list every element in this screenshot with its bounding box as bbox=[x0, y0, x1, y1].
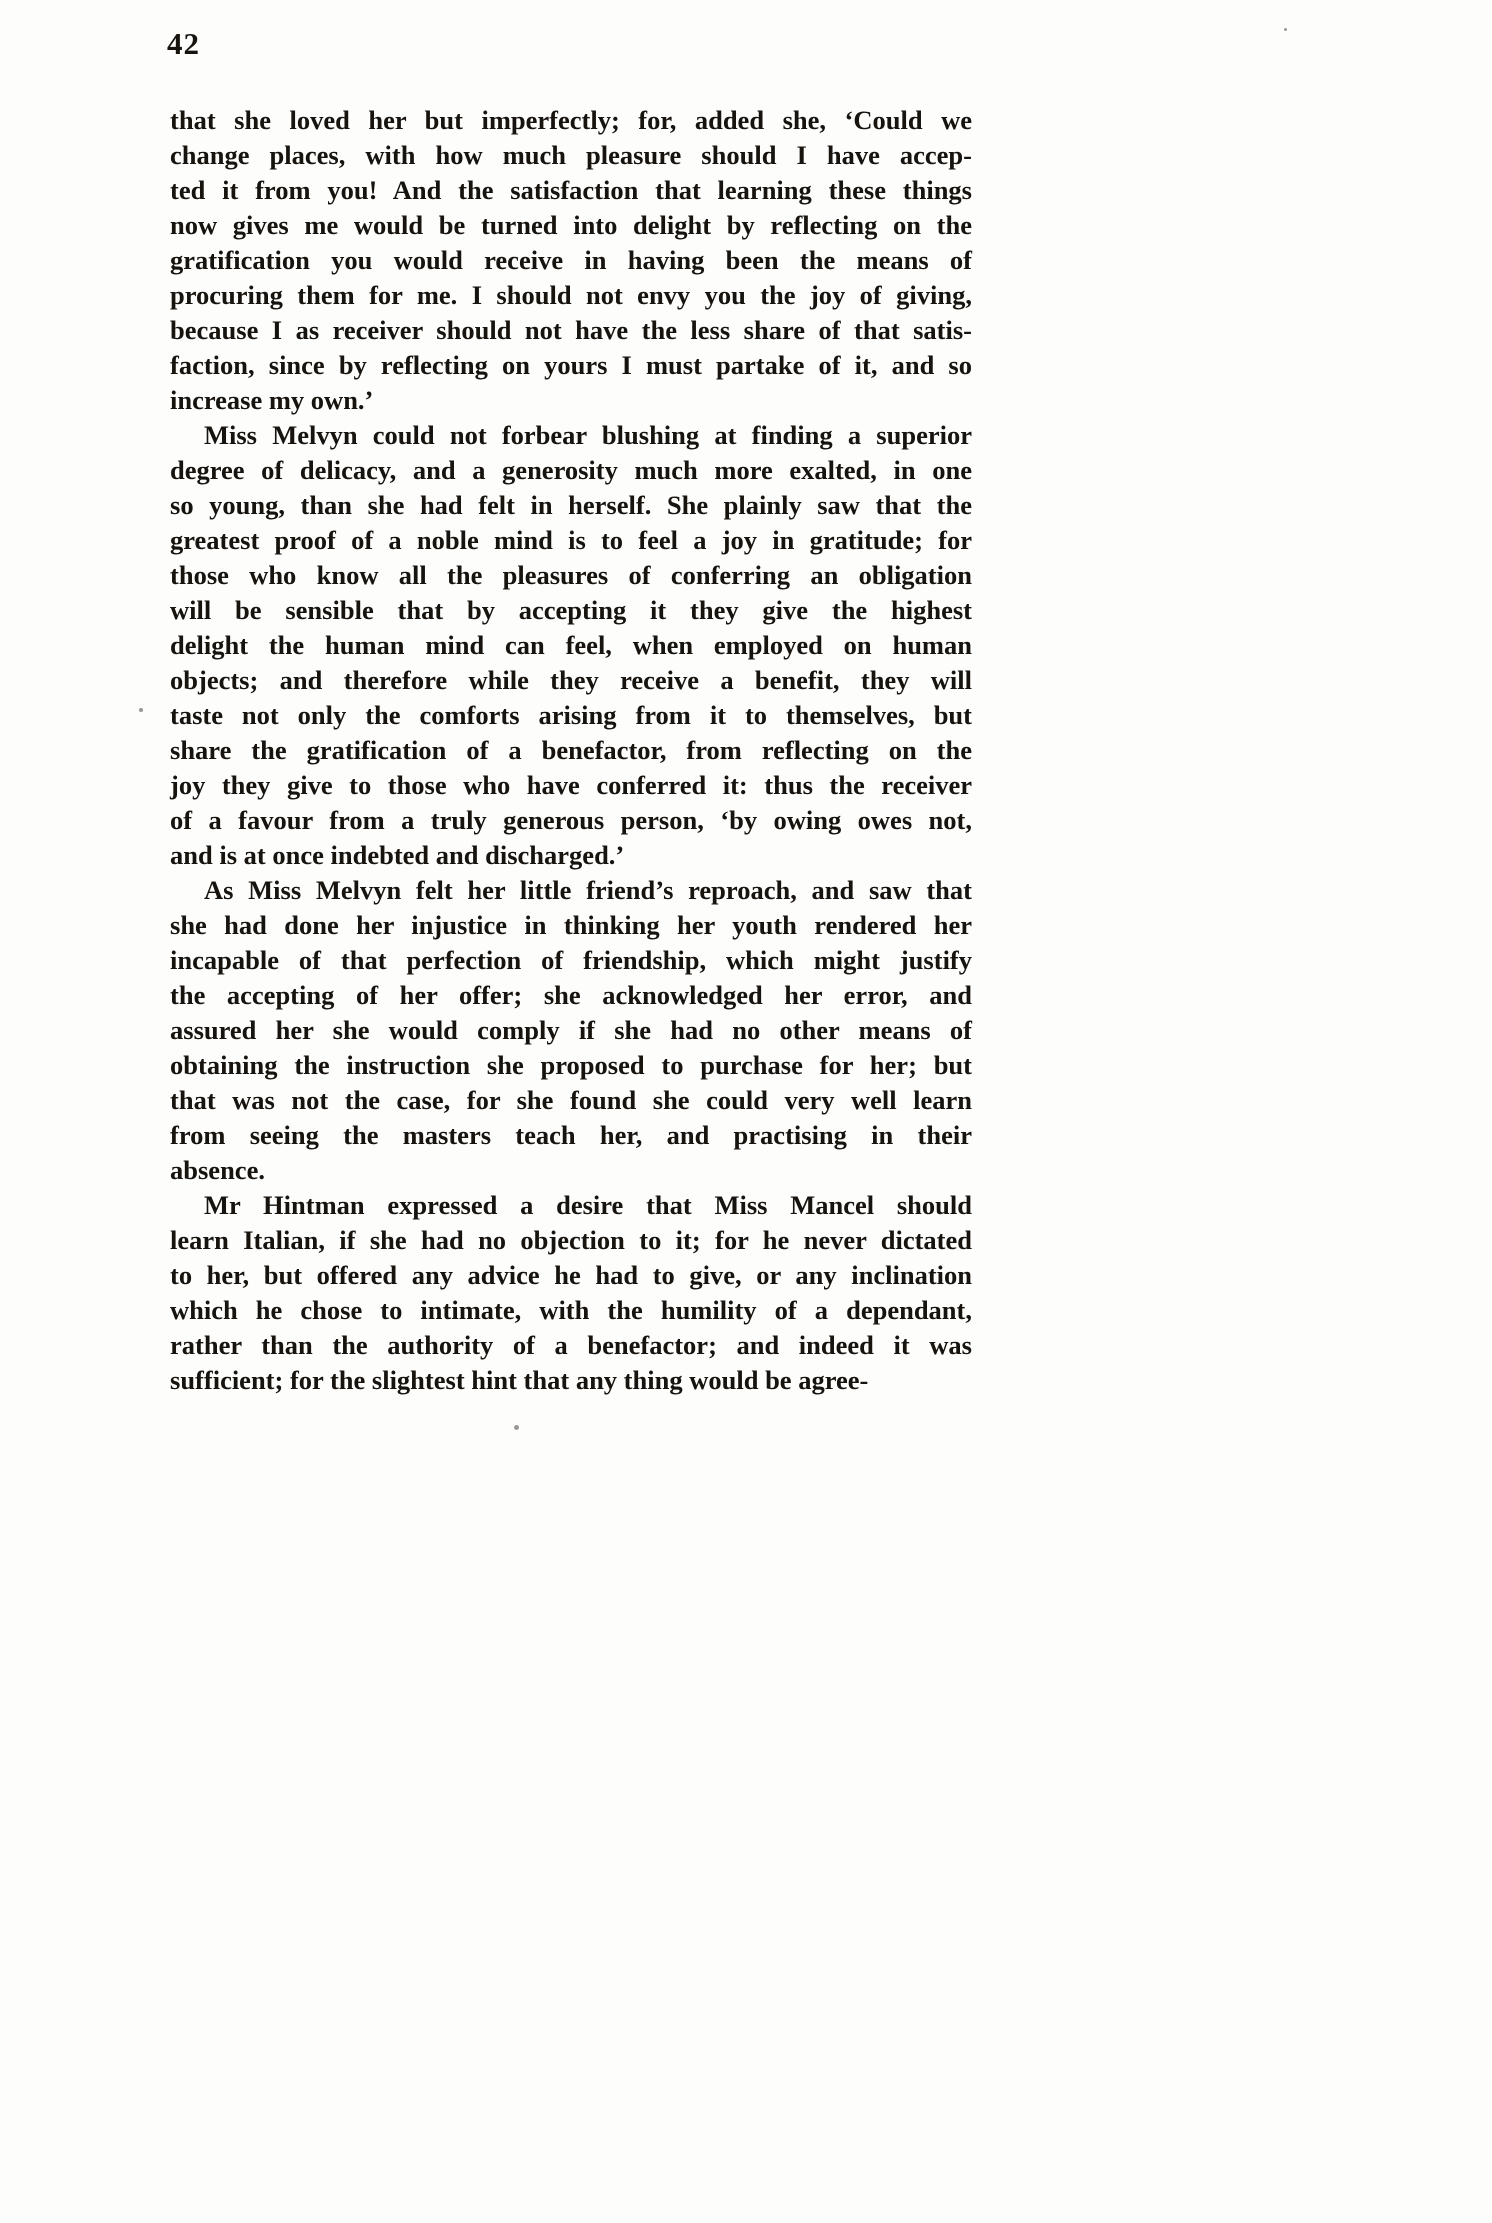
text-line: because I as receiver should not have the less share of that satis- bbox=[170, 315, 972, 345]
scan-speck bbox=[139, 708, 143, 712]
text-line: assured her she would comply if she had no other means of bbox=[170, 1015, 972, 1045]
scan-speck bbox=[514, 1425, 519, 1430]
text-line: absence. bbox=[170, 1155, 265, 1185]
text-line: joy they give to those who have conferred it: thus the receiver bbox=[170, 770, 972, 800]
text-line: increase my own.’ bbox=[170, 385, 374, 415]
text-line: As Miss Melvyn felt her little friend’s reproach, and saw that bbox=[204, 875, 972, 905]
text-line: taste not only the comforts arising from it to themselves, but bbox=[170, 700, 972, 730]
text-line: she had done her injustice in thinking her youth rendered her bbox=[170, 910, 972, 940]
text-line: degree of delicacy, and a generosity much more exalted, in one bbox=[170, 455, 972, 485]
text-line: those who know all the pleasures of conferring an obligation bbox=[170, 560, 972, 590]
text-line: delight the human mind can feel, when employed on human bbox=[170, 630, 972, 660]
text-line: Mr Hintman expressed a desire that Miss Mancel should bbox=[204, 1190, 972, 1220]
text-line: will be sensible that by accepting it they give the highest bbox=[170, 595, 972, 625]
text-line: learn Italian, if she had no objection to it; for he never dictated bbox=[170, 1225, 972, 1255]
text-line: to her, but offered any advice he had to give, or any inclination bbox=[170, 1260, 972, 1290]
text-line: which he chose to intimate, with the humility of a dependant, bbox=[170, 1295, 972, 1325]
page-number: 42 bbox=[167, 26, 200, 61]
text-line: incapable of that perfection of friendship, which might justify bbox=[170, 945, 972, 975]
text-line: gratification you would receive in having been the means of bbox=[170, 245, 972, 275]
text-line: objects; and therefore while they receive a benefit, they will bbox=[170, 665, 972, 695]
text-line: procuring them for me. I should not envy you the joy of giving, bbox=[170, 280, 972, 310]
text-line: that she loved her but imperfectly; for, added she, ‘Could we bbox=[170, 105, 972, 135]
text-line: Miss Melvyn could not forbear blushing at finding a superior bbox=[204, 420, 972, 450]
text-line: ted it from you! And the satisfaction that learning these things bbox=[170, 175, 972, 205]
text-line: share the gratification of a benefactor, from reflecting on the bbox=[170, 735, 972, 765]
text-line: so young, than she had felt in herself. She plainly saw that the bbox=[170, 490, 972, 520]
paragraph bbox=[170, 103, 972, 418]
text-line: obtaining the instruction she proposed to purchase for her; but bbox=[170, 1050, 972, 1080]
text-block bbox=[170, 103, 972, 1398]
text-line: faction, since by reflecting on yours I must partake of it, and so bbox=[170, 350, 972, 380]
text-line: the accepting of her offer; she acknowledged her error, and bbox=[170, 980, 972, 1010]
text-line: sufficient; for the slightest hint that any thing would be agree- bbox=[170, 1365, 869, 1395]
scan-speck bbox=[1284, 28, 1287, 31]
paragraph bbox=[170, 1188, 972, 1398]
paragraph bbox=[170, 873, 972, 1188]
text-line: that was not the case, for she found she could very well learn bbox=[170, 1085, 972, 1115]
text-line: of a favour from a truly generous person, ‘by owing owes not, bbox=[170, 805, 972, 835]
text-line: now gives me would be turned into delight by reflecting on the bbox=[170, 210, 972, 240]
text-line: and is at once indebted and discharged.’ bbox=[170, 840, 625, 870]
paragraph bbox=[170, 418, 972, 873]
text-line: greatest proof of a noble mind is to feel a joy in gratitude; for bbox=[170, 525, 972, 555]
text-line: change places, with how much pleasure should I have accep- bbox=[170, 140, 972, 170]
text-line: rather than the authority of a benefactor; and indeed it was bbox=[170, 1330, 972, 1360]
text-line: from seeing the masters teach her, and practising in their bbox=[170, 1120, 972, 1150]
